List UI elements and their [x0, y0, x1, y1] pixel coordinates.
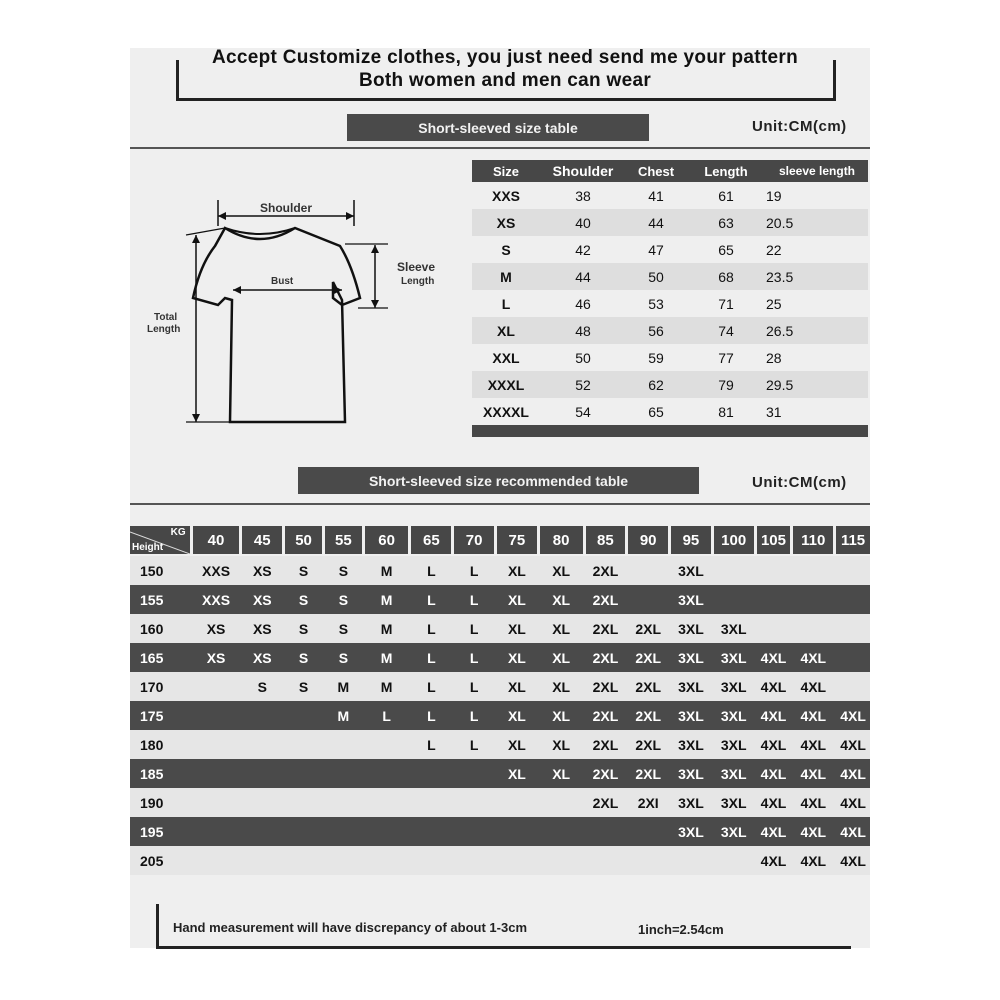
height-cell: 160: [140, 620, 164, 637]
tshirt-diagram: [130, 190, 460, 440]
size-recommendation-cell: 3XL: [678, 678, 704, 695]
size-cell: XL: [497, 322, 515, 339]
size-recommendation-cell: 2XL: [635, 707, 662, 724]
recommend-table-title: Short-sleeved size recommended table: [298, 467, 699, 494]
size-recommendation-cell: XL: [507, 678, 526, 695]
size-recommendation-cell: S: [257, 678, 267, 695]
size-recommendation-cell: 2XL: [592, 620, 619, 637]
size-recommendation-cell: XXS: [202, 562, 231, 579]
size-recommendation-cell: XL: [552, 591, 571, 608]
size-recommendation-cell: 3XL: [678, 765, 704, 782]
measurement-cell: 44: [648, 214, 664, 231]
size-recommendation-cell: S: [298, 562, 309, 579]
recommend-table-row: [130, 614, 870, 643]
measurement-cell: 47: [648, 241, 664, 258]
size-recommendation-cell: XL: [507, 707, 526, 724]
recommend-table-row: [130, 643, 870, 672]
size-recommendation-cell: S: [338, 562, 349, 579]
corner-cell: [130, 526, 190, 554]
diagram-sleeve-length-label: Length: [401, 276, 435, 287]
diagram-shoulder-label: Shoulder: [260, 201, 313, 215]
size-recommendation-cell: 3XL: [678, 794, 704, 811]
kg-header-cell: 40: [193, 526, 240, 554]
recommend-table-row: [130, 846, 870, 875]
footer-conversion: 1inch=2.54cm: [638, 922, 724, 937]
size-recommendation-cell: 4XL: [840, 852, 866, 869]
size-recommendation-cell: 4XL: [840, 794, 866, 811]
size-recommendation-cell: S: [298, 649, 309, 666]
size-recommendation-cell: M: [380, 620, 393, 637]
size-recommendation-cell: 2XL: [592, 649, 619, 666]
size-table: [472, 160, 868, 437]
size-cell: XXXL: [487, 376, 525, 393]
kg-header-cell: 80: [540, 526, 583, 554]
measurement-cell: 63: [718, 214, 734, 231]
measurement-cell: 79: [718, 376, 734, 393]
size-recommendation-cell: 2XL: [592, 678, 619, 695]
kg-header-cell: 95: [671, 526, 711, 554]
diagram-total-label: Total: [154, 312, 178, 323]
size-table-row: [472, 317, 868, 344]
recommend-table-row: [130, 701, 870, 730]
size-table-row: [472, 344, 868, 371]
size-recommendation-cell: 4XL: [760, 852, 787, 869]
height-cell: 150: [140, 562, 164, 579]
size-recommendation-cell: L: [469, 591, 479, 608]
size-recommendation-cell: 4XL: [800, 823, 827, 840]
size-recommendation-cell: 3XL: [720, 794, 747, 811]
size-cell: S: [501, 241, 511, 258]
recommend-table-row: [130, 730, 870, 759]
measurement-cell: 42: [575, 241, 591, 258]
size-recommendation-cell: XS: [252, 591, 272, 608]
size-recommendation-cell: S: [338, 591, 349, 608]
size-recommendation-cell: 4XL: [800, 852, 827, 869]
size-recommendation-cell: XL: [552, 620, 571, 637]
size-recommendation-cell: 4XL: [800, 678, 827, 695]
recommend-table-header: [130, 526, 870, 554]
size-recommendation-cell: M: [337, 678, 350, 695]
size-recommendation-cell: 2XL: [635, 649, 662, 666]
col-chest: Chest: [637, 163, 675, 179]
kg-header-cell: 55: [325, 526, 362, 554]
size-recommendation-cell: 4XL: [760, 794, 787, 811]
measurement-cell: 38: [575, 187, 591, 204]
size-recommendation-cell: S: [298, 591, 309, 608]
size-table-row: [472, 371, 868, 398]
measurement-cell: 50: [575, 349, 591, 366]
size-recommendation-cell: M: [337, 707, 350, 724]
measurement-cell: 71: [718, 295, 734, 312]
size-recommendation-cell: XS: [252, 620, 272, 637]
size-recommendation-cell: XL: [507, 736, 526, 753]
height-cell: 165: [140, 649, 164, 666]
size-recommendation-cell: S: [298, 678, 309, 695]
header-line-2: Both women and men can wear: [358, 70, 652, 91]
size-recommendation-cell: L: [469, 620, 479, 637]
size-recommendation-cell: L: [469, 678, 479, 695]
recommend-table-row: [130, 672, 870, 701]
size-recommendation-cell: 2XL: [592, 591, 619, 608]
col-shoulder: Shoulder: [552, 163, 614, 179]
size-recommendation-cell: 2XL: [592, 794, 619, 811]
kg-header-cell: 50: [285, 526, 322, 554]
measurement-cell: 19: [766, 187, 782, 204]
footer-note: Hand measurement will have discrepancy of about 1-3cm: [173, 920, 528, 935]
measurement-cell: 23.5: [766, 268, 794, 285]
col-length: Length: [704, 163, 748, 179]
size-recommendation-cell: 3XL: [720, 823, 747, 840]
size-recommendation-cell: XL: [507, 562, 526, 579]
size-recommendation-cell: 2XL: [635, 736, 662, 753]
size-recommendation-cell: L: [427, 678, 436, 695]
diagram-sleeve-label: Sleeve: [397, 260, 436, 274]
size-table-unit: Unit:CM(cm): [752, 118, 847, 135]
size-recommendation-cell: 3XL: [678, 620, 704, 637]
col-sleeve-length: sleeve length: [778, 164, 856, 178]
size-recommendation-cell: L: [427, 562, 436, 579]
height-cell: 195: [140, 823, 164, 840]
kg-header-cell: 100: [714, 526, 754, 554]
measurement-cell: 56: [648, 322, 664, 339]
height-cell: 155: [140, 591, 164, 608]
measurement-cell: 31: [766, 403, 782, 420]
size-table-row: [472, 209, 868, 236]
size-recommendation-cell: 2XL: [635, 620, 662, 637]
size-cell: M: [500, 268, 512, 285]
size-recommendation-cell: 4XL: [760, 823, 787, 840]
kg-header-cell: 60: [365, 526, 409, 554]
size-table-row: [472, 290, 868, 317]
recommend-table-row: [130, 817, 870, 846]
size-recommendation-cell: 4XL: [760, 707, 787, 724]
size-cell: XXS: [491, 187, 520, 204]
measurement-cell: 20.5: [766, 214, 794, 231]
measurement-cell: 29.5: [766, 376, 794, 393]
recommend-table-row: [130, 788, 870, 817]
tshirt-outline: [193, 228, 360, 422]
recommend-table-row: [130, 556, 870, 585]
measurement-cell: 53: [648, 295, 664, 312]
height-cell: 170: [140, 678, 164, 695]
size-recommendation-cell: 3XL: [720, 765, 747, 782]
measurement-cell: 28: [766, 349, 782, 366]
diagram-bust-label: Bust: [271, 276, 294, 287]
size-recommendation-cell: S: [338, 649, 349, 666]
size-recommendation-cell: 4XL: [800, 649, 827, 666]
size-recommendation-cell: M: [380, 591, 393, 608]
size-recommendation-cell: 2XI: [637, 794, 659, 811]
measurement-cell: 81: [718, 403, 734, 420]
size-recommendation-cell: 4XL: [760, 649, 787, 666]
size-recommendation-cell: 4XL: [800, 707, 827, 724]
size-recommendation-cell: XL: [552, 678, 571, 695]
size-recommendation-cell: L: [427, 707, 436, 724]
section-divider-1: [130, 147, 870, 149]
size-recommendation-cell: L: [469, 707, 479, 724]
size-recommendation-cell: XL: [507, 649, 526, 666]
size-recommendation-cell: 3XL: [678, 736, 704, 753]
kg-header-cell: 45: [242, 526, 282, 554]
recommend-table-unit: Unit:CM(cm): [752, 474, 847, 491]
size-recommendation-cell: 3XL: [720, 707, 747, 724]
measurement-cell: 26.5: [766, 322, 794, 339]
size-recommendation-cell: XS: [252, 562, 272, 579]
size-recommendation-cell: 2XL: [635, 678, 662, 695]
measurement-cell: 59: [648, 349, 664, 366]
header-bracket: [176, 60, 836, 101]
size-recommendation-cell: XL: [552, 736, 571, 753]
size-recommendation-cell: L: [427, 736, 436, 753]
size-recommendation-cell: L: [382, 707, 391, 724]
height-cell: 180: [140, 736, 164, 753]
size-recommendation-cell: 3XL: [678, 591, 704, 608]
size-recommendation-cell: XL: [507, 765, 526, 782]
size-table-row: [472, 182, 868, 209]
size-recommendation-cell: 2XL: [592, 736, 619, 753]
size-recommendation-cell: L: [427, 591, 436, 608]
kg-header-cell: 75: [497, 526, 537, 554]
size-recommendation-cell: 3XL: [720, 620, 747, 637]
size-recommendation-cell: XL: [552, 649, 571, 666]
size-recommendation-cell: 4XL: [800, 736, 827, 753]
size-table-row: [472, 263, 868, 290]
height-cell: 185: [140, 765, 164, 782]
measurement-cell: 25: [766, 295, 782, 312]
kg-header-cell: 90: [628, 526, 668, 554]
measurement-cell: 41: [648, 187, 664, 204]
size-recommendation-cell: XS: [206, 620, 226, 637]
measurement-cell: 48: [575, 322, 591, 339]
corner-height-label: Height: [132, 542, 164, 553]
size-recommendation-cell: S: [338, 620, 349, 637]
measurement-cell: 77: [718, 349, 734, 366]
height-cell: 190: [140, 794, 164, 811]
size-recommendation-cell: 2XL: [592, 707, 619, 724]
size-recommendation-cell: S: [298, 620, 309, 637]
size-recommendation-cell: 3XL: [720, 649, 747, 666]
size-recommendation-cell: XL: [552, 562, 571, 579]
measurement-cell: 50: [648, 268, 664, 285]
size-table-row: [472, 236, 868, 263]
size-recommendation-cell: L: [469, 736, 479, 753]
size-recommendation-cell: 4XL: [800, 794, 827, 811]
measurement-cell: 61: [718, 187, 734, 204]
corner-kg-label: KG: [170, 527, 186, 538]
size-recommendation-cell: M: [380, 649, 393, 666]
size-cell: L: [501, 295, 511, 312]
recommend-table-row: [130, 585, 870, 614]
size-recommendation-cell: 3XL: [678, 707, 704, 724]
size-recommendation-cell: 4XL: [840, 765, 866, 782]
size-recommendation-cell: 3XL: [678, 823, 704, 840]
size-cell: XS: [496, 214, 516, 231]
measurement-cell: 46: [575, 295, 591, 312]
kg-header-cell: 85: [586, 526, 626, 554]
size-recommendation-cell: 4XL: [800, 765, 827, 782]
size-cell: XXL: [492, 349, 520, 366]
size-recommendation-cell: L: [469, 562, 479, 579]
kg-header-cell: 65: [411, 526, 451, 554]
size-table-row: [472, 398, 868, 425]
size-recommendation-cell: XL: [507, 620, 526, 637]
height-cell: 175: [140, 707, 164, 724]
size-recommendation-cell: 4XL: [840, 736, 866, 753]
size-recommendation-cell: 4XL: [840, 707, 866, 724]
size-cell: XXXXL: [483, 403, 529, 420]
measurement-cell: 40: [575, 214, 591, 231]
size-recommendation-cell: 3XL: [678, 562, 704, 579]
size-recommendation-cell: M: [380, 678, 393, 695]
size-recommendation-cell: XXS: [202, 591, 231, 608]
size-recommendation-cell: 3XL: [678, 649, 704, 666]
size-recommendation-cell: 2XL: [635, 765, 662, 782]
size-recommendation-cell: 2XL: [592, 765, 619, 782]
size-recommendation-cell: XS: [206, 649, 226, 666]
measurement-cell: 65: [648, 403, 664, 420]
size-table-title: Short-sleeved size table: [347, 114, 649, 141]
height-cell: 205: [140, 852, 164, 869]
kg-header-cell: 105: [757, 526, 791, 554]
measurement-cell: 74: [718, 322, 734, 339]
measurement-cell: 68: [718, 268, 734, 285]
kg-header-cell: 115: [836, 526, 870, 554]
size-recommendation-cell: M: [380, 562, 393, 579]
measurement-cell: 54: [575, 403, 591, 420]
header-line-1: Accept Customize clothes, you just need send me your pattern: [211, 47, 798, 68]
kg-header-cell: 70: [454, 526, 494, 554]
kg-header-cell: 110: [793, 526, 833, 554]
size-recommendation-cell: XS: [252, 649, 272, 666]
size-recommendation-cell: 3XL: [720, 678, 747, 695]
size-recommendation-cell: XL: [552, 765, 571, 782]
section-divider-2: [130, 503, 870, 505]
recommend-table: [130, 526, 870, 875]
recommend-table-row: [130, 759, 870, 788]
size-recommendation-cell: 4XL: [760, 678, 787, 695]
size-recommendation-cell: L: [427, 620, 436, 637]
size-table-header: [472, 160, 868, 182]
measurement-cell: 52: [575, 376, 591, 393]
diagram-total-length-label: Length: [147, 324, 181, 335]
size-recommendation-cell: 4XL: [760, 736, 787, 753]
measurement-cell: 22: [766, 241, 782, 258]
size-table-footer-bar: [472, 425, 868, 437]
size-recommendation-cell: XL: [552, 707, 571, 724]
size-recommendation-cell: XL: [507, 591, 526, 608]
size-recommendation-cell: 4XL: [760, 765, 787, 782]
measurement-cell: 65: [718, 241, 734, 258]
size-recommendation-cell: L: [427, 649, 436, 666]
size-recommendation-cell: 3XL: [720, 736, 747, 753]
size-recommendation-cell: 4XL: [840, 823, 866, 840]
col-size: Size: [492, 163, 519, 179]
size-recommendation-cell: 2XL: [592, 562, 619, 579]
measurement-cell: 44: [575, 268, 591, 285]
measurement-cell: 62: [648, 376, 664, 393]
size-recommendation-cell: L: [469, 649, 479, 666]
